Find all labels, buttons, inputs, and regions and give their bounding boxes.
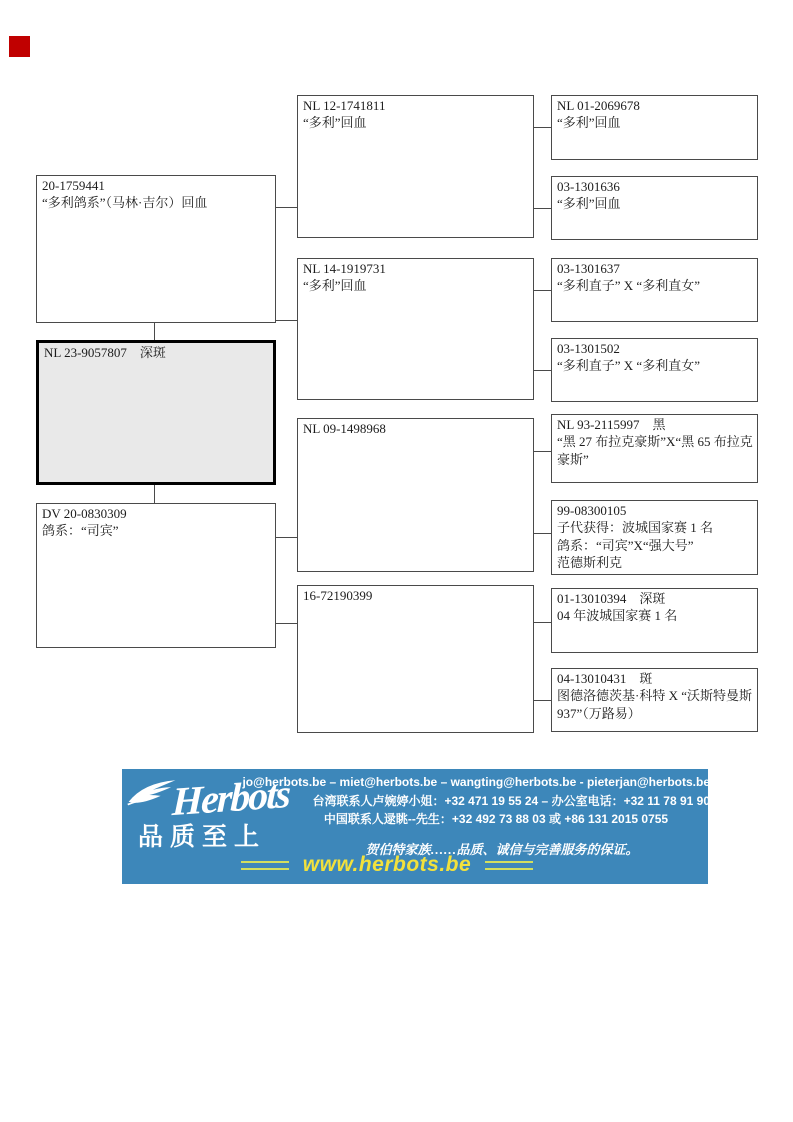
email-links[interactable]: jo@herbots.be – miet@herbots.be – wangting@herbots.be - pieterjan@herbots.be — [242, 775, 710, 789]
pedigree-note: “多利”回血 — [557, 115, 621, 131]
pedigree-box-great-grandparent-6 — [551, 500, 758, 575]
ring-number: NL 23-9057807 深斑 — [44, 345, 166, 360]
banner-tagline: 贺伯特家族……品质、诚信与完善服务的保证。 — [365, 842, 639, 857]
website-row — [222, 853, 552, 877]
herbots-logo-text: Herbots — [171, 770, 290, 824]
taiwan-contact-line: 台湾联系人卢婉婷小姐：+32 471 19 55 24 – 办公室电话：+32 11 78 91 90 — [312, 793, 710, 808]
website-link[interactable]: www.herbots.be — [302, 853, 472, 876]
connector-subject-dam — [154, 485, 155, 503]
connector-ggp1 — [534, 127, 551, 128]
pedigree-note: “多利”回血 — [303, 115, 367, 131]
contact-block — [242, 773, 710, 829]
pedigree-note: 子代获得：波城国家赛 1 名 — [557, 520, 714, 536]
herbots-ad-banner — [122, 769, 708, 884]
ring-number: DV 20-0830309 — [42, 506, 127, 521]
connector-ggp5 — [534, 451, 551, 452]
pedigree-note: 图德洛德茨基·科特 X “沃斯特曼斯 937”（万路易） — [557, 688, 756, 721]
pedigree-note: “多利”回血 — [557, 196, 621, 212]
pedigree-box-great-grandparent-7 — [551, 588, 758, 653]
pedigree-box-great-grandparent-1 — [551, 95, 758, 160]
pedigree-box-sire — [36, 175, 276, 323]
ring-number: NL 09-1498968 — [303, 421, 386, 436]
pedigree-note: “多利鸽系”（马林·吉尔）回血 — [42, 195, 208, 211]
connector-ggp2 — [534, 208, 551, 209]
connector-ggp8 — [534, 700, 551, 701]
connector-ggp7 — [534, 622, 551, 623]
ring-number: 16-72190399 — [303, 588, 373, 603]
pedigree-note: 04 年波城国家赛 1 名 — [557, 608, 678, 624]
connector-sire-siredam — [276, 320, 297, 321]
connector-sire-siresire — [276, 207, 297, 208]
pedigree-box-dam-sire — [297, 418, 534, 572]
pedigree-box-subject — [36, 340, 276, 485]
pedigree-note: “黑 27 布拉克豪斯”X“黑 65 布拉克豪斯” — [557, 434, 753, 467]
decor-double-line-left — [241, 861, 289, 870]
pedigree-note: 鸽系：“司宾”X“强大号” — [557, 537, 694, 553]
ring-number: 03-1301502 — [557, 341, 620, 356]
quality-slogan: 品质至上 — [138, 824, 267, 851]
pedigree-note: 鸽系：“司宾” — [42, 523, 119, 539]
feather-icon — [126, 775, 178, 820]
pedigree-note: 范德斯利克 — [557, 555, 623, 571]
connector-dam-damdam — [276, 623, 297, 624]
pedigree-note: “多利”回血 — [303, 278, 367, 294]
pedigree-box-sire-dam — [297, 258, 534, 400]
ring-number: 99-08300105 — [557, 503, 627, 518]
ring-number: NL 01-2069678 — [557, 98, 640, 113]
ring-number: NL 14-1919731 — [303, 261, 386, 276]
pedigree-box-great-grandparent-4 — [551, 338, 758, 402]
connector-ggp6 — [534, 533, 551, 534]
pedigree-note: “多利直子” X “多利直女” — [557, 358, 700, 374]
pedigree-note: “多利直子” X “多利直女” — [557, 278, 700, 294]
connector-ggp3 — [534, 290, 551, 291]
ring-number: 20-1759441 — [42, 178, 105, 193]
pedigree-box-great-grandparent-2 — [551, 176, 758, 240]
ring-number: 01-13010394 深斑 — [557, 591, 666, 606]
connector-sire-subject — [154, 323, 155, 340]
decor-double-line-right — [485, 861, 533, 870]
connector-ggp4 — [534, 370, 551, 371]
ring-number: NL 12-1741811 — [303, 98, 386, 113]
ring-number: 03-1301637 — [557, 261, 620, 276]
pedigree-box-dam — [36, 503, 276, 648]
connector-dam-damsire — [276, 537, 297, 538]
ring-number: 03-1301636 — [557, 179, 620, 194]
red-annotation-marker — [9, 36, 30, 57]
pedigree-box-great-grandparent-3 — [551, 258, 758, 322]
pedigree-box-sire-sire — [297, 95, 534, 238]
ring-number: 04-13010431 斑 — [557, 671, 653, 686]
pedigree-box-great-grandparent-5 — [551, 414, 758, 483]
pedigree-box-dam-dam — [297, 585, 534, 733]
ring-number: NL 93-2115997 黑 — [557, 417, 666, 432]
pedigree-box-great-grandparent-8 — [551, 668, 758, 732]
china-contact-line: 中国联系人逯眺--先生：+32 492 73 88 03 或 +86 131 2015 0755 — [323, 812, 669, 827]
